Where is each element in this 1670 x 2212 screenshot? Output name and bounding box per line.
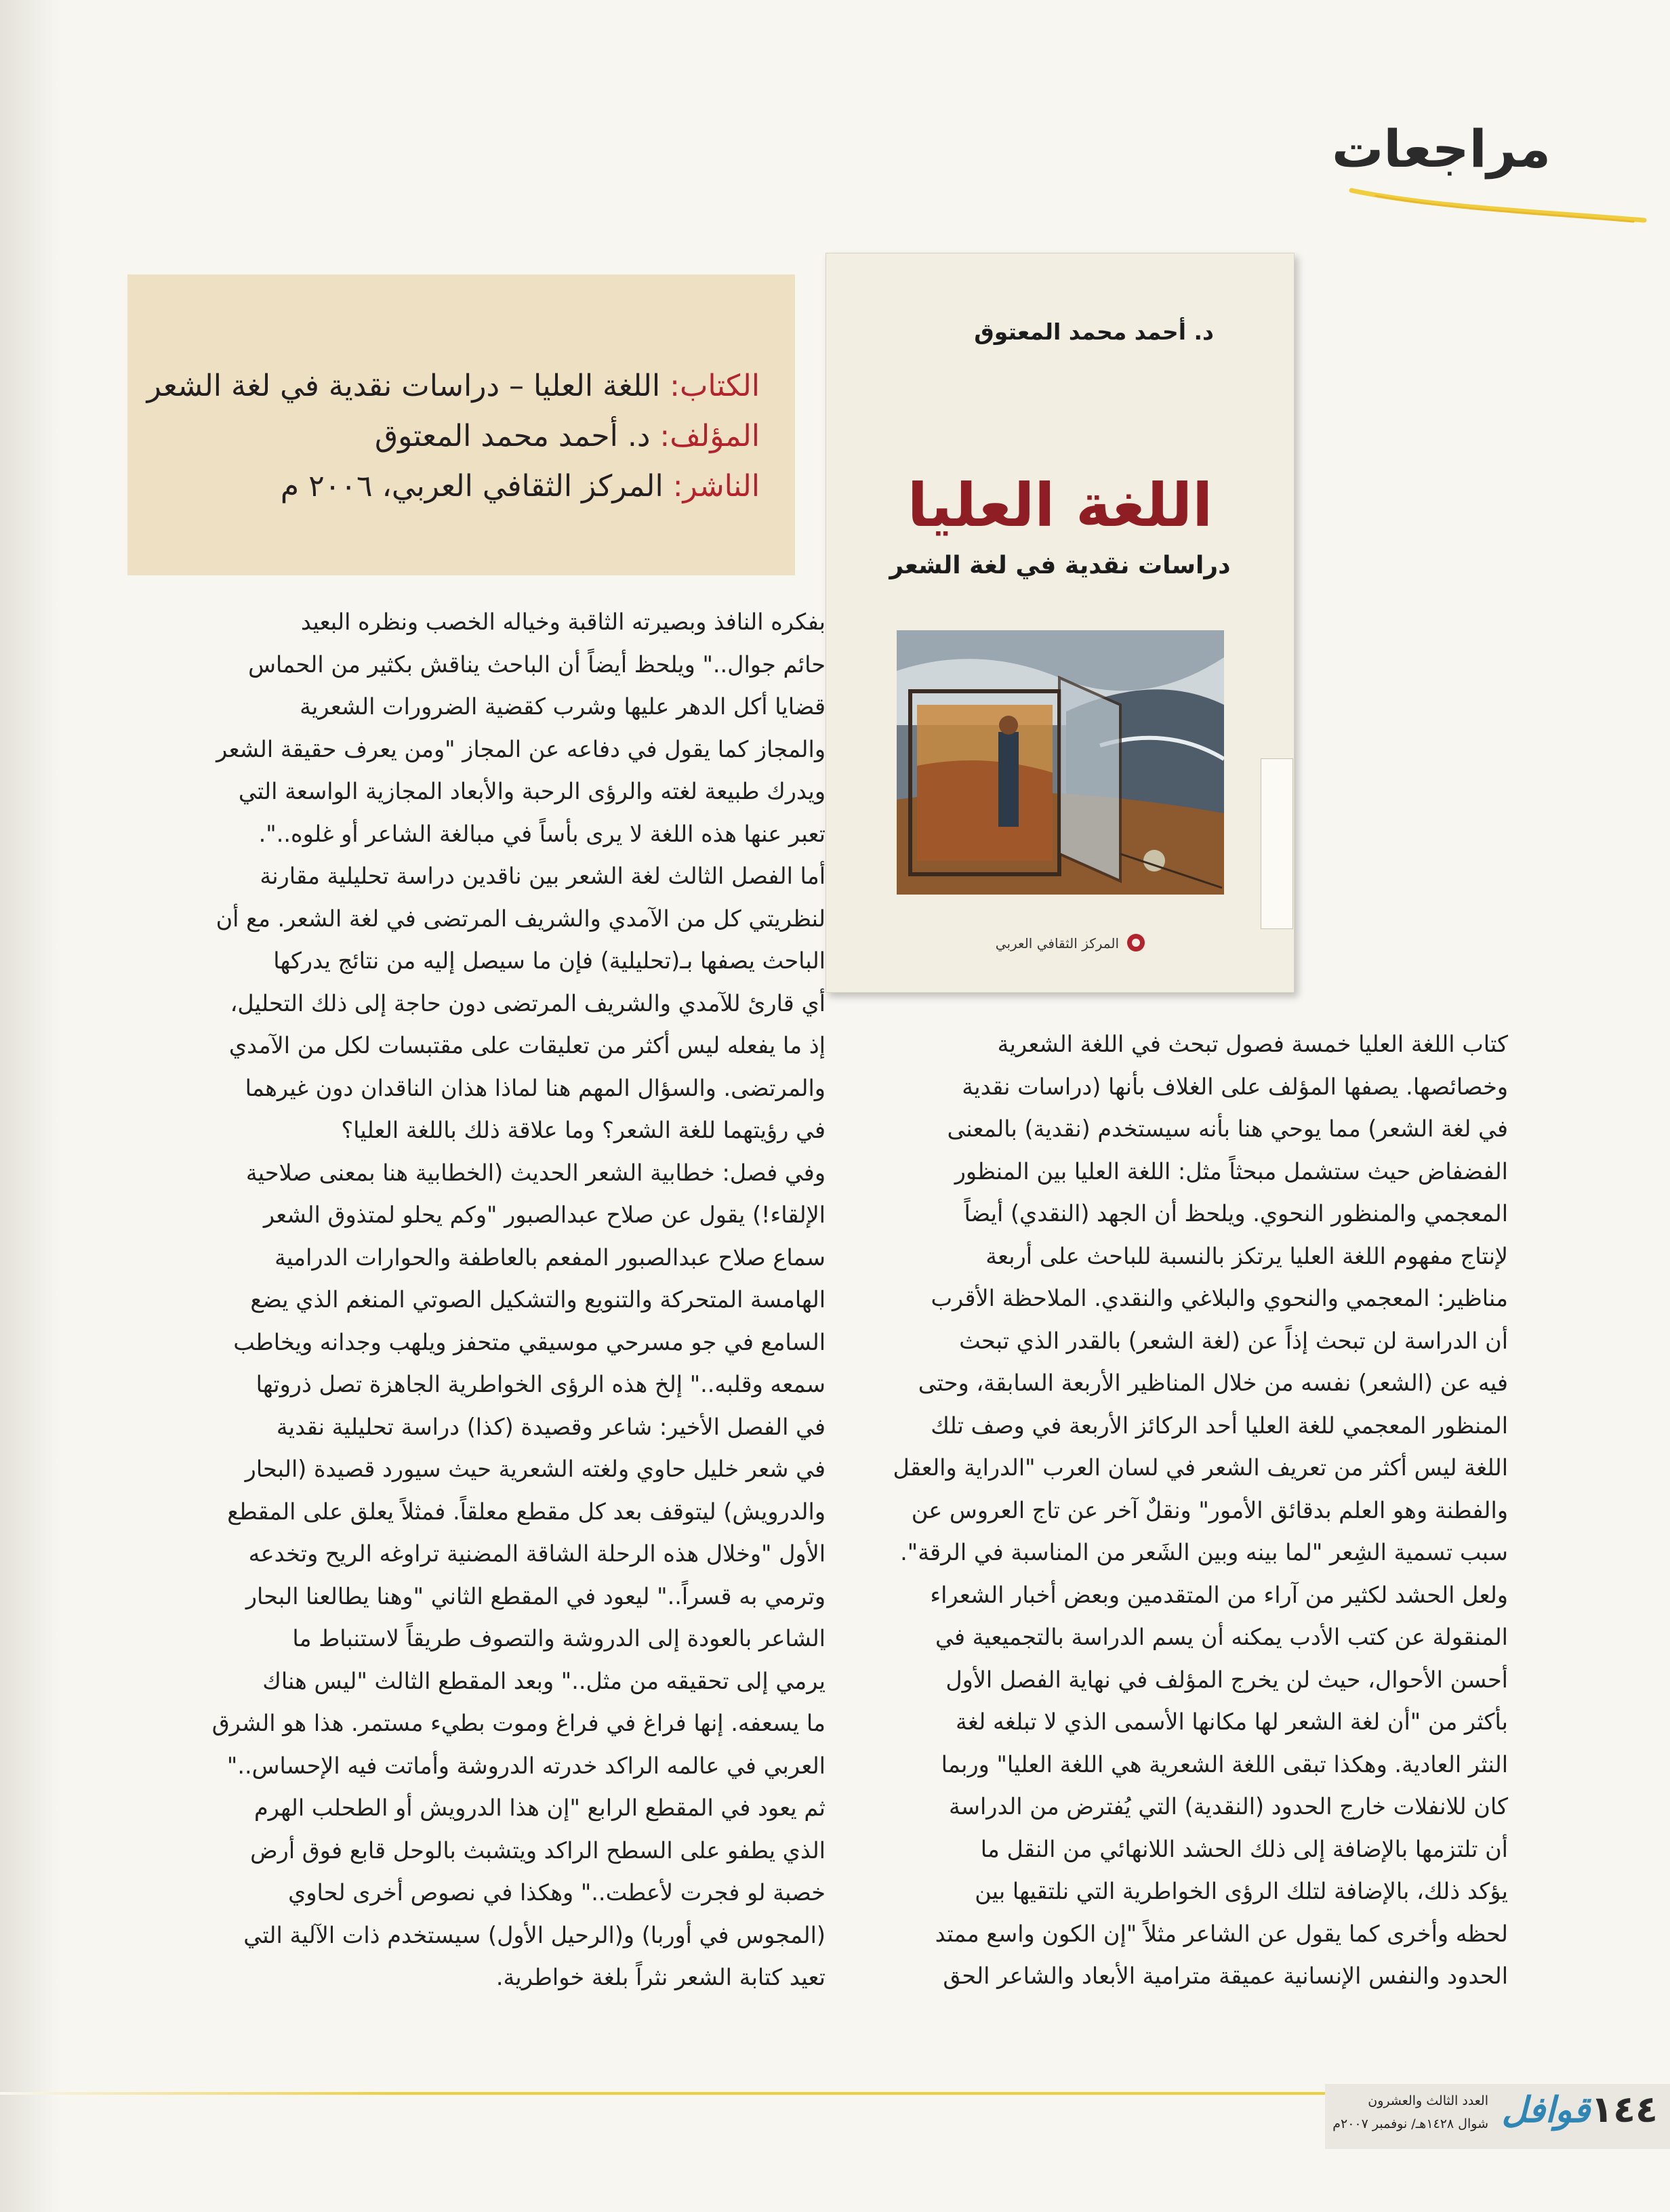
text-line: (المجوس في أوربا) و(الرحيل الأول) سيستخدم ذات الآلية التي — [243, 1921, 826, 1948]
text-line: كتاب اللغة العليا خمسة فصول تبحث في اللغة الشعرية — [997, 1031, 1508, 1057]
footer-badge — [1325, 2084, 1670, 2149]
text-line: في رؤيتهما للغة الشعر؟ وما علاقة ذلك باللغة العليا؟ — [341, 1117, 826, 1143]
section-title: مراجعات — [1332, 119, 1551, 179]
cover-publisher: المركز الثقافي العربي — [995, 935, 1119, 951]
text-line: ما يسعفه. إنها فراغ في فراغ وموت بطيء مستمر. هذا هو الشرق — [211, 1710, 826, 1736]
text-line: أحسن الأحوال، حيث لن يخرج المؤلف في نهاية الفصل الأول — [945, 1666, 1508, 1693]
text-line: أن الدراسة لن تبحث إذاً عن (لغة الشعر) بالقدر الذي تبحث — [959, 1327, 1508, 1354]
info-author-value: د. أحمد محمد المعتوق — [374, 419, 651, 453]
text-line: يرمي إلى تحقيقه من مثل.." وبعد المقطع الثالث "ليس هناك — [262, 1667, 826, 1694]
text-line: والفطنة وهو العلم بدقائق الأمور" ونقلٌ آخر عن تاج العروس عن — [911, 1496, 1508, 1523]
text-line: أما الفصل الثالث لغة الشعر بين ناقدين دراسة تحليلية مقارنة — [260, 863, 826, 889]
text-line: وترمي به قسراً.." ليعود في المقطع الثاني "وهنا يطالعنا البحار — [245, 1582, 826, 1610]
info-publisher-line — [155, 462, 760, 512]
text-line: الشاعر بالعودة إلى الدروشة والتصوف طريقاً لاستنباط ما — [292, 1625, 826, 1652]
info-publisher-label: الناشر: — [672, 469, 760, 504]
cover-painting — [897, 630, 1224, 895]
text-line: مناظير: المعجمي والنحوي والبلاغي والنقدي. الملاحظة الأقرب — [931, 1285, 1508, 1311]
text-line: إذ ما يفعله ليس أكثر من تعليقات على مقتبسات لكل من الآمدي — [228, 1032, 826, 1059]
text-line: الفضفاض حيث ستشمل مبحثاً مثل: اللغة العليا بين المنظور — [954, 1158, 1508, 1185]
text-line: سبب تسمية الشِعر "لما بينه وبين الشَعر من المناسبة في الرقة". — [900, 1539, 1508, 1565]
text-line: والدرويش) ليتوقف بعد كل مقطع معلقاً. فمثلاً يعلق على المقطع — [227, 1498, 826, 1525]
text-line: لإنتاج مفهوم اللغة العليا يرتكز بالنسبة للباحث على أربعة — [985, 1242, 1508, 1269]
text-line: المنقولة عن كتب الأدب يمكنه أن يسم الدراسة بالتجميعية في — [935, 1624, 1508, 1650]
text-line: الحدود والنفس الإنسانية عميقة مترامية الأبعاد والشاعر الحق — [943, 1963, 1508, 1989]
text-line: الباحث يصفها بـ(تحليلية) فإن ما سيصل إليه من نتائج يدركها — [273, 947, 826, 974]
body-column-right — [851, 1023, 1508, 1998]
cover-title: اللغة العليا — [907, 470, 1213, 540]
text-line: ويدرك طبيعة لغته والرؤى الرحبة والأبعاد المجازية الواسعة التي — [238, 778, 826, 804]
info-author-label: المؤلف: — [659, 419, 760, 453]
text-line: بأكثر من "أن لغة الشعر لها مكانها الأسمى الذي لا تبلغه لغة — [956, 1708, 1508, 1735]
text-line: ثم يعود في المقطع الرابع "إن هذا الدرويش أو الطحلب الهرم — [254, 1795, 826, 1821]
text-line: النثر العادية. وهكذا تبقى اللغة الشعرية هي اللغة العليا" وربما — [941, 1750, 1508, 1778]
text-line: ولعل الحشد لكثير من آراء من المتقدمين وبعض أخبار الشعراء — [930, 1581, 1508, 1608]
text-line: حائم جوال.." ويلحظ أيضاً أن الباحث يناقش بكثير من الحماس — [248, 651, 826, 678]
cover-subtitle: دراسات نقدية في لغة الشعر — [889, 552, 1231, 579]
info-book-line — [146, 361, 760, 411]
text-line: سمعه وقلبه.." إلخ هذه الرؤى الخواطرية الجاهزة تصل ذروتها — [256, 1371, 826, 1397]
text-line: في شعر خليل حاوي ولغته الشعرية حيث سيورد قصيدة (البحار — [245, 1456, 826, 1482]
text-line: خصبة لو فجرت لأعطت.." وهكذا في نصوص أخرى لحاوي — [288, 1879, 826, 1906]
book-cover — [826, 253, 1295, 993]
text-line: فيه عن (الشعر) نفسه من خلال المناظير الأربعة السابقة، وحتى — [918, 1370, 1508, 1396]
text-line: اللغة ليس أكثر من تعريف الشعر في لسان العرب "الدراية والعقل — [893, 1454, 1508, 1481]
text-line: الأول "وخلال هذه الرحلة الشاقة المضنية تراوغه الريح وتخدعه — [248, 1540, 826, 1567]
footer-rule — [0, 2092, 1325, 2095]
title-swoosh-decoration — [1349, 180, 1647, 227]
text-line: العربي في عالمه الراكد خدرته الدروشة وأماتت فيه الإحساس.." — [226, 1752, 826, 1779]
text-line: لنظريتي كل من الآمدي والشريف المرتضى في لغة الشعر. مع أن — [216, 905, 826, 932]
text-line: والمرتضى. والسؤال المهم هنا لماذا هذان الناقدان دون غيرهما — [245, 1074, 826, 1101]
text-line: الهامسة المتحركة والتنويع والتشكيل الصوتي المنغم الذي يضع — [250, 1286, 826, 1313]
text-line: قضايا أكل الدهر عليها وشرب كقضية الضرورات الشعرية — [300, 693, 826, 720]
text-line: لحظه وأخرى كما يقول عن الشاعر مثلاً "إن الكون واسع ممتد — [935, 1920, 1508, 1947]
text-line: في لغة الشعر) مما يوحي هنا بأنه سيستخدم (نقدية) بالمعنى — [947, 1115, 1508, 1142]
text-line: الذي يطفو على السطح الراكد ويتشبث بالوحل قابع فوق أرض — [250, 1837, 826, 1864]
book-info-box — [127, 274, 795, 575]
cover-author: د. أحمد محمد المعتوق — [974, 319, 1214, 345]
text-line: وخصائصها. يصفها المؤلف على الغلاف بأنها (دراسات نقدية — [962, 1073, 1508, 1100]
info-book-value: اللغة العليا – دراسات نقدية في لغة الشعر — [146, 369, 661, 403]
body-column-left — [148, 601, 826, 1999]
issue-number: العدد الثالث والعشرون — [1368, 2093, 1488, 2108]
binding-gutter — [0, 0, 61, 2212]
issue-date: شوال ١٤٢٨هـ/ نوفمبر ٢٠٠٧م — [1332, 2116, 1488, 2131]
text-line: المنظور المعجمي للغة العليا أحد الركائز الأربعة في وصف تلك — [931, 1412, 1508, 1439]
text-line: السامع في جو مسرحي موسيقي متحفز ويلهب وجدانه ويخاطب — [233, 1328, 826, 1355]
text-line: أي قارئ للآمدي والشريف المرتضى دون حاجة إلى ذلك التحليل، — [230, 989, 826, 1017]
text-line: أن تلتزمها بالإضافة إلى ذلك الحشد اللانهائي من النقل ما — [980, 1835, 1508, 1862]
text-line: يؤكد ذلك، بالإضافة لتلك الرؤى الخواطرية التي نلتقيها بين — [975, 1878, 1508, 1904]
text-line: تعيد كتابة الشعر نثراً بلغة خواطرية. — [495, 1964, 826, 1990]
info-book-label: الكتاب: — [670, 369, 760, 403]
page-number: ١٤٤ — [1591, 2088, 1658, 2131]
text-line: في الفصل الأخير: شاعر وقصيدة (كذا) دراسة تحليلية نقدية — [276, 1413, 826, 1440]
info-author-line — [155, 411, 760, 462]
text-line: سماع صلاح عبدالصبور المفعم بالعاطفة والحوارات الدرامية — [274, 1244, 826, 1271]
library-sticker — [1261, 758, 1293, 929]
text-line: وفي فصل: خطابية الشعر الحديث (الخطابية هنا بمعنى صلاحية — [245, 1159, 826, 1186]
text-line: بفكره النافذ وبصيرته الثاقبة وخياله الخصب ونظره البعيد — [300, 609, 826, 635]
publisher-logo-icon — [1126, 933, 1146, 953]
info-publisher-value: المركز الثقافي العربي، ٢٠٠٦ م — [280, 469, 664, 504]
text-line: كان للانفلات خارج الحدود (النقدية) التي يُفترض من الدراسة — [948, 1793, 1508, 1820]
text-line: الإلقاء!) يقول عن صلاح عبدالصبور "وكم يحلو لمتذوق الشعر — [263, 1202, 826, 1228]
text-line: تعبر عنها هذه اللغة لا يرى بأساً في مبالغة الشاعر أو غلوه..". — [258, 820, 826, 847]
text-line: المعجمي والمنظور النحوي. ويلحظ أن الجهد (النقدي) أيضاً — [964, 1200, 1508, 1227]
text-line: والمجاز كما يقول في دفاعه عن المجاز "ومن يعرف حقيقة الشعر — [216, 735, 826, 762]
magazine-logo: قوافل — [1501, 2089, 1590, 2131]
